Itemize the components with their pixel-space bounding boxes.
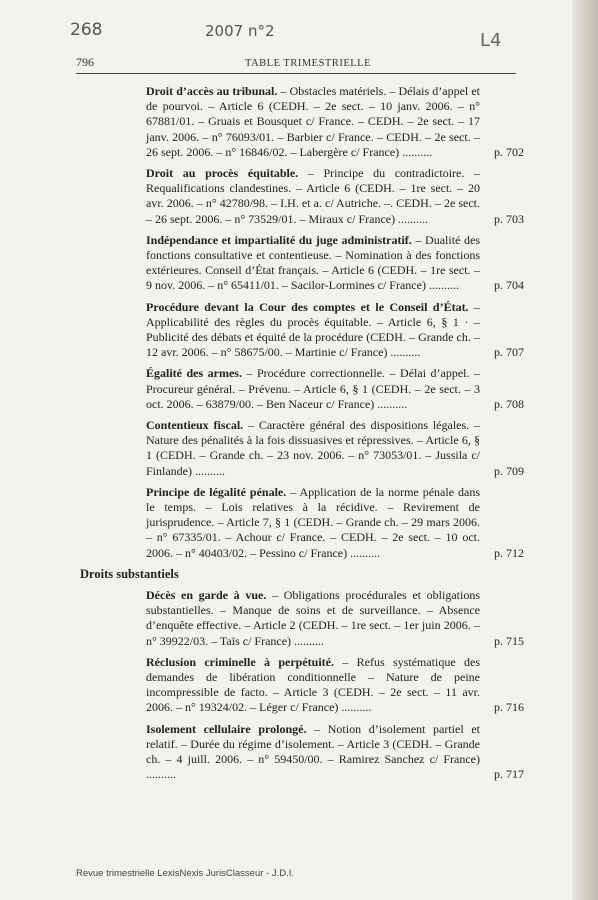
leader-dots: .......... [350, 545, 381, 560]
toc-entry [146, 484, 524, 561]
leader-dots: .......... [341, 700, 372, 715]
toc-entry-heading: Réclusion criminelle à perpétuité. [146, 654, 334, 669]
leader-dots: .......... [428, 278, 459, 293]
toc-entry-description: – Dualité des fonctions consultative et contentieuse. – Nomination à des fonctions extérieures. Conseil d’État français. – Article 6 (CEDH. – 1re sect. – 9 nov. 2006. – n° 65411/01. – Sacilor-Lormines c/ France) [146, 232, 480, 293]
toc-page-reference: p. 704 [494, 278, 524, 293]
toc-entry-text [146, 485, 520, 561]
page-footer: Revue trimestrielle LexisNexis JurisClasseur - J.D.I. [76, 868, 295, 879]
toc-entry-description: – Principe du contradictoire. – Requalifications clandestines. – Article 6 (CEDH. – 1re sect. – 20 avr. 2006. – n° 42780/98. – I.H. et a. c/ Autriche. –. CEDH. – 2e sect. – 26 sept. 2006. – n° 73529/01. – Miraux c/ France) [146, 166, 480, 226]
leader-dots: .......... [294, 633, 325, 648]
page-binding-shadow [572, 0, 598, 900]
toc-entry-description: – Obstacles matériels. – Délais d’appel et de pourvoi. – Article 6 (CEDH. – 2e sect. – 10 janv. 2006. – n° 67881/01. – Gruais et Bousquet c/ France. – CEDH. – 2e sect. – 17 janv. 2006. – n° 76093/01. – Barbier c/ France. – CEDH. – 2e sect. – 26 sept. 2006. – n° 16846/02. – Labergère c/ France) [146, 84, 481, 159]
toc-entry-text [146, 655, 520, 716]
toc-entry-text [146, 418, 520, 479]
entry-list-substantive [80, 587, 524, 782]
toc-page-reference: p. 707 [494, 345, 524, 360]
leader-dots: .......... [377, 396, 408, 411]
leader-dots: .......... [390, 345, 421, 360]
toc-entry-text [146, 233, 520, 294]
toc-entry-description: – Obligations procédurales et obligations substantielles. – Manque de soins et de surveillance. – Absence d’enquête effective. – Article 2 (CEDH. – 1re sect. – 1er juin 2006. – n° 39922/03. – Taïs c/ France) [146, 587, 481, 648]
leader-dots: .......... [402, 144, 433, 159]
toc-entry-heading: Égalité des armes. [146, 366, 242, 381]
toc-entry [146, 299, 524, 361]
toc-entry-heading: Indépendance et impartialité du juge administratif. [146, 232, 412, 247]
toc-entry-heading: Procédure devant la Cour des comptes et le Conseil d’État. [146, 299, 469, 314]
toc-page-reference: p. 717 [494, 767, 524, 782]
toc-entry-heading: Contentieux fiscal. [146, 418, 244, 433]
toc-entry [146, 84, 524, 160]
toc-page-reference: p. 712 [494, 545, 524, 560]
toc-entry [146, 587, 524, 649]
table-of-contents [80, 84, 524, 788]
header-rule [76, 73, 516, 74]
toc-entry-text [146, 366, 520, 412]
toc-entry [146, 654, 524, 716]
toc-entry-description: – Notion d’isolement partiel et relatif. – Durée du régime d’isolement. – Article 3 (CEDH. – Grande ch. – 4 juill. 2006. – n° 59450/00. – Ramirez Sanchez c/ France) [146, 721, 480, 766]
leader-dots: .......... [398, 211, 429, 226]
toc-entry [146, 232, 524, 294]
toc-page-reference: p. 715 [494, 633, 524, 648]
toc-entry-heading: Droit au procès équitable. [146, 166, 299, 181]
toc-entry [146, 366, 524, 412]
toc-entry-description: – Procédure correctionnelle. – Délai d’appel. – Procureur général. – Prévenu. – Article 6, § 1 (CEDH. – 2e sect. – 3 oct. 2006. – 63879/00. – Ben Naceur c/ France) [146, 366, 480, 411]
leader-dots: .......... [146, 767, 176, 782]
toc-entry-heading: Décès en garde à vue. [146, 587, 267, 602]
section-title: Droits substantiels [80, 566, 179, 581]
handwritten-note-middle: 2007 n°2 [205, 22, 275, 40]
toc-entry-heading: Droit d’accès au tribunal. [146, 84, 278, 98]
leader-dots: .......... [195, 463, 225, 478]
toc-page-reference: p. 708 [494, 396, 524, 411]
toc-page-reference: p. 716 [494, 700, 524, 715]
toc-page-reference: p. 702 [494, 144, 524, 159]
toc-entry-text [146, 84, 520, 160]
toc-entry [146, 166, 524, 227]
handwritten-note-right: L4 [480, 30, 502, 51]
handwritten-note-left: 268 [70, 20, 103, 40]
toc-entry-description: – Applicabilité des règles du procès équitable. – Article 6, § 1 · – Publicité des débats et équité de la procédure (CEDH. – Grande ch. – 12 avr. 2006. – n° 58675/00. – Martinie c/ France) [146, 299, 480, 360]
toc-entry [146, 418, 524, 479]
toc-entry-text [146, 300, 520, 361]
toc-entry [146, 721, 524, 783]
toc-page-reference: p. 709 [494, 463, 524, 478]
toc-page-reference: p. 703 [494, 211, 524, 226]
toc-entry-heading: Isolement cellulaire prolongé. [146, 721, 307, 736]
toc-entry-description: – Application de la norme pénale dans le temps. – Lois relatives à la récidive. – Revirement de jurisprudence. – Article 7, § 1 (CEDH. – Grande ch. – 29 mars 2006. – n° 67335/01. – Achour c/ France. – CEDH. – 2e sect. – 10 oct. 2006. – n° 40403/02. – Pessino c/ France) [146, 484, 480, 560]
toc-entry-heading: Principe de légalité pénale. [146, 484, 287, 499]
page-number: 796 [76, 55, 94, 69]
toc-entry-text [146, 722, 520, 783]
toc-entry-description: – Refus systématique des demandes de libération conditionnelle – Nature de peine incompressible de facto. – Article 3 (CEDH. – 2e sect. – 11 avr. 2006. – n° 19324/02. – Léger c/ France) [146, 654, 481, 715]
running-title: TABLE TRIMESTRIELLE [245, 58, 371, 69]
toc-entry-description: – Caractère général des dispositions légales. – Nature des pénalités à la fois dissuasives et répressives. – Article 6, § 1 (CEDH. – Grande ch. – 23 nov. 2006. – n° 73053/01. – Jussila c/ Finlande) [146, 418, 480, 478]
toc-entry-text [146, 588, 520, 649]
toc-entry-text [146, 166, 520, 227]
entry-list-procedural [80, 84, 524, 561]
